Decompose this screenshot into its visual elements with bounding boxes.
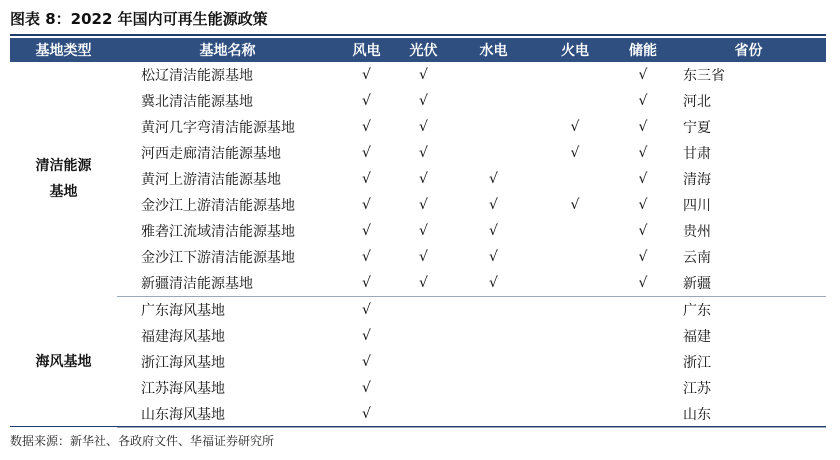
title-rule	[10, 34, 826, 36]
hydro-check-cell: √	[452, 270, 535, 297]
hydro-check-cell: √	[489, 223, 498, 239]
thermal-check-cell	[535, 218, 615, 244]
base-name-cell: 山东海风基地	[117, 401, 338, 428]
table-row	[10, 140, 826, 166]
province-cell: 清海	[683, 172, 711, 188]
thermal-check-cell: √	[570, 119, 580, 135]
hydro-check-cell	[452, 140, 535, 166]
province-cell: 福建	[683, 329, 711, 345]
storage-check-cell: √	[638, 93, 648, 109]
province-cell: 河北	[683, 94, 711, 110]
hydro-check-cell: √	[489, 249, 498, 265]
table-row	[10, 270, 826, 297]
header-solar: 光伏	[395, 38, 452, 62]
table-row	[10, 88, 826, 114]
base-name-cell: 江苏海风基地	[141, 381, 225, 397]
base-type-cell	[10, 297, 117, 428]
storage-check-cell: √	[638, 197, 648, 213]
base-name-cell: 福建海风基地	[141, 329, 225, 345]
storage-check-cell: √	[638, 145, 648, 161]
base-name-cell: 金沙江上游清洁能源基地	[141, 198, 295, 214]
wind-check-cell: √	[362, 249, 371, 265]
hydro-check-cell	[452, 323, 535, 349]
thermal-check-cell: √	[570, 145, 580, 161]
solar-check-cell	[395, 323, 452, 349]
base-name-cell: 金沙江下游清洁能源基地	[141, 250, 295, 266]
header-hydro: 水电	[452, 38, 535, 62]
hydro-check-cell	[452, 375, 535, 401]
storage-check-cell	[615, 375, 671, 401]
table-row	[10, 166, 826, 192]
wind-check-cell: √	[362, 119, 371, 135]
wind-check-cell: √	[362, 354, 371, 370]
wind-check-cell: √	[362, 302, 371, 318]
table-header-row	[10, 38, 826, 62]
table-row	[10, 192, 826, 218]
header-wind: 风电	[338, 38, 395, 62]
header-thermal: 火电	[535, 38, 615, 62]
province-cell: 江苏	[683, 381, 711, 397]
province-cell: 四川	[683, 198, 711, 214]
wind-check-cell: √	[362, 171, 371, 187]
province-cell: 贵州	[683, 224, 711, 240]
thermal-check-cell	[535, 349, 615, 375]
solar-check-cell: √	[395, 270, 452, 297]
base-name-cell: 黄河几字弯清洁能源基地	[141, 120, 295, 136]
table-row	[10, 218, 826, 244]
province-cell: 山东	[671, 401, 826, 428]
wind-check-cell: √	[362, 67, 371, 83]
solar-check-cell: √	[419, 145, 428, 161]
hydro-check-cell: √	[489, 171, 498, 187]
thermal-check-cell	[535, 62, 615, 88]
storage-check-cell: √	[615, 270, 671, 297]
thermal-check-cell	[535, 166, 615, 192]
storage-check-cell	[615, 349, 671, 375]
province-cell: 东三省	[683, 68, 725, 84]
bottom-rule	[10, 426, 826, 427]
header-province: 省份	[671, 38, 826, 62]
wind-check-cell: √	[338, 270, 395, 297]
table-row	[10, 244, 826, 270]
table-row	[10, 401, 826, 428]
thermal-check-cell	[535, 297, 615, 324]
figure-title: 图表 8：2022 年国内可再生能源政策	[10, 10, 268, 28]
base-name-cell: 浙江海风基地	[141, 355, 225, 371]
solar-check-cell: √	[419, 67, 428, 83]
table-row	[10, 349, 826, 375]
base-name-cell: 冀北清洁能源基地	[141, 94, 253, 110]
province-cell: 广东	[683, 303, 711, 319]
table-row	[10, 297, 826, 324]
province-cell: 新疆	[671, 270, 826, 297]
wind-check-cell: √	[362, 328, 371, 344]
source-note: 数据来源：新华社、各政府文件、华福证券研究所	[10, 434, 275, 448]
wind-check-cell: √	[362, 197, 371, 213]
table-row	[10, 114, 826, 140]
thermal-check-cell: √	[570, 197, 580, 213]
province-cell: 甘肃	[683, 146, 711, 162]
solar-check-cell	[395, 349, 452, 375]
solar-check-cell	[395, 375, 452, 401]
province-cell: 宁夏	[683, 120, 711, 136]
solar-check-cell	[395, 401, 452, 428]
wind-check-cell: √	[362, 145, 371, 161]
base-name-cell: 河西走廊清洁能源基地	[141, 146, 281, 162]
solar-check-cell: √	[419, 197, 428, 213]
table-row	[10, 323, 826, 349]
thermal-check-cell	[535, 401, 615, 428]
thermal-check-cell	[535, 270, 615, 297]
solar-check-cell: √	[419, 249, 428, 265]
solar-check-cell: √	[419, 223, 428, 239]
solar-check-cell: √	[419, 171, 428, 187]
hydro-check-cell	[452, 349, 535, 375]
storage-check-cell: √	[638, 67, 648, 83]
storage-check-cell	[615, 323, 671, 349]
base-name-cell: 新疆清洁能源基地	[117, 270, 338, 297]
table-body	[10, 62, 826, 428]
wind-check-cell: √	[362, 223, 371, 239]
base-name-cell: 广东海风基地	[141, 303, 225, 319]
storage-check-cell: √	[638, 119, 648, 135]
thermal-check-cell	[535, 88, 615, 114]
header-base-name: 基地名称	[117, 38, 338, 62]
hydro-check-cell	[452, 401, 535, 428]
storage-check-cell	[615, 401, 671, 428]
base-name-cell: 黄河上游清洁能源基地	[141, 172, 281, 188]
base-type-label: 清洁能源	[35, 158, 92, 175]
thermal-check-cell	[535, 323, 615, 349]
header-base-type: 基地类型	[10, 38, 117, 62]
storage-check-cell: √	[638, 223, 648, 239]
solar-check-cell	[395, 297, 452, 324]
hydro-check-cell	[452, 297, 535, 324]
hydro-check-cell	[452, 62, 535, 88]
base-type-cell	[10, 62, 117, 297]
header-storage: 储能	[615, 38, 671, 62]
thermal-check-cell	[535, 375, 615, 401]
policy-table	[10, 38, 826, 428]
storage-check-cell: √	[638, 249, 648, 265]
wind-check-cell: √	[362, 93, 371, 109]
base-type-label: 海风基地	[35, 354, 92, 370]
storage-check-cell: √	[638, 171, 648, 187]
hydro-check-cell: √	[489, 197, 498, 213]
table-row	[10, 375, 826, 401]
province-cell: 浙江	[683, 355, 711, 371]
storage-check-cell	[615, 297, 671, 324]
base-type-label-line2: 基地	[49, 184, 78, 201]
base-name-cell: 松辽清洁能源基地	[141, 68, 253, 84]
province-cell: 云南	[683, 250, 711, 266]
hydro-check-cell	[452, 88, 535, 114]
solar-check-cell: √	[419, 93, 428, 109]
table-row	[10, 62, 826, 88]
wind-check-cell: √	[362, 380, 371, 396]
thermal-check-cell	[535, 244, 615, 270]
hydro-check-cell	[452, 114, 535, 140]
wind-check-cell: √	[338, 401, 395, 428]
base-name-cell: 雅砻江流域清洁能源基地	[141, 224, 295, 240]
solar-check-cell: √	[419, 119, 428, 135]
